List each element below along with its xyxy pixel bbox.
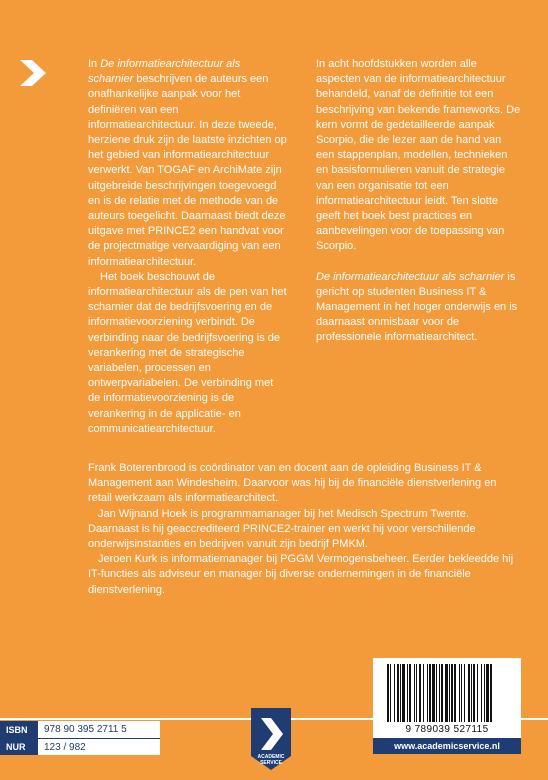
book-title-italic-2: De informatiearchitectuur als scharnier bbox=[316, 270, 505, 283]
description-right-column bbox=[316, 57, 521, 346]
nur-label: NUR bbox=[0, 739, 38, 755]
barcode bbox=[373, 658, 521, 738]
author-bio-kurk: Jeroen Kurk is informatiemanager bij PGGM Vermogensbeheer. Eerder bekleedde hij IT-functies als adviseur en manager bij diverse ondernemingen in de financiële dienstverlening. bbox=[88, 553, 514, 596]
book-title-italic: De informatiearchitectuur als scharnier bbox=[88, 58, 241, 86]
isbn-label: ISBN bbox=[0, 721, 38, 738]
barcode-number: 9 789039 527115 bbox=[405, 724, 489, 735]
isbn-row bbox=[0, 721, 160, 738]
author-bios bbox=[88, 461, 518, 598]
audience-paragraph: De informatiearchitectuur als scharnier is gericht op studenten Business IT & Management in het hoger onderwijs en is daarnaast onmisbaar voor de professionele informatiearchitect. bbox=[316, 270, 518, 344]
publisher-logo-wordmark bbox=[258, 754, 285, 766]
nur-row bbox=[0, 738, 160, 755]
author-bio-boterenbrood: Frank Boterenbrood is coördinator van en docent aan de opleiding Business IT & Management aan Windesheim. Daarvoor was hij bij de financiële dienstverlening en retail werkzaam als informatiearchitect. bbox=[88, 462, 497, 505]
svg-text:SERVICE: SERVICE bbox=[260, 760, 282, 766]
isbn-nur-box bbox=[0, 721, 160, 755]
svg-text:ACADEMIC: ACADEMIC bbox=[257, 754, 285, 760]
scharnier-paragraph: Het boek beschouwt de informatiearchitectuur als de pen van het scharnier dat de bedrijfsvoering en de informatievoorziening verbindt. De verbinding naar de bedrijfsvoering is de verankering met de strategische variabelen, processen en ontwerpvariabelen. De verbinding met de informatievoorziening is de verankering in de applicatie- en communicatiearchitectuur. bbox=[88, 270, 287, 435]
intro-paragraph: In De informatiearchitectuur als scharnier beschrijven de auteurs een onafhankelijke aanpak voor het definiëren van een informatiearchitectuur. In deze tweede, herziene druk zijn de laatste inzichten op het gebied van informatiearchitectuur verwerkt. Van TOGAF en ArchiMate zijn uitgebreide beschrijvingen toegevoegd en is de relatie met de methode van de auteurs toegelicht. Daarnaast biedt deze uitgave met PRINCE2 een handvat voor de projectmatige vervaardiging van een informatiearchitectuur. bbox=[88, 58, 287, 268]
description-left-column bbox=[88, 57, 288, 437]
author-bio-hoek: Jan Wijnand Hoek is programmamanager bij het Medisch Spectrum Twente. Daarnaast is hij geaccrediteerd PRINCE2-trainer en werkt hij voor verschillende onderwijsinstanties en bedrijven vanuit zijn bedrijf PMKM. bbox=[88, 507, 476, 551]
chapters-paragraph: In acht hoofdstukken worden alle aspecten van de informatiearchitectuur behandeld, vanaf de definitie tot een beschrijving van bekende frameworks. De kern vormt de gedetailleerde aanpak Scorpio, die de lezer aan de hand van een stappenplan, modellen, technieken en basisformulieren vanuit de strategie van een organisatie tot een informatiearchitectuur leidt. Ten slotte geeft het boek best practices en aanbevelingen voor de toepassing van Scorpio. bbox=[316, 58, 521, 253]
publisher-url: www.academicservice.nl bbox=[373, 738, 521, 754]
isbn-value: 978 90 395 2711 5 bbox=[44, 724, 127, 735]
nur-value: 123 / 982 bbox=[44, 741, 86, 753]
publisher-logo bbox=[241, 704, 301, 774]
chevron-right-icon bbox=[18, 58, 48, 88]
barcode-bars bbox=[373, 658, 521, 724]
